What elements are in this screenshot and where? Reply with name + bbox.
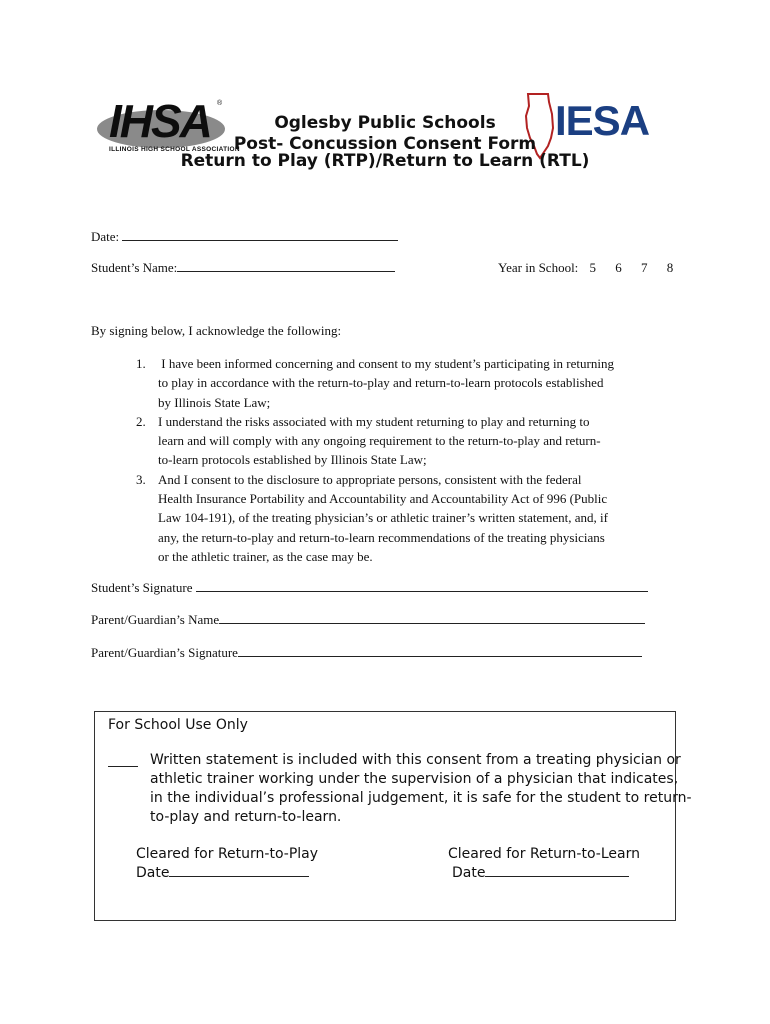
item-line: to play in accordance with the return-to-play and return-to-learn protocols established: [158, 375, 604, 391]
year-option-6[interactable]: 6: [615, 260, 622, 275]
date-label: Date:: [91, 229, 120, 244]
item-line: to-learn protocols established by Illinois State Law;: [158, 452, 427, 468]
acknowledge-intro: By signing below, I acknowledge the following:: [91, 323, 342, 338]
item-number: 2.: [136, 413, 146, 429]
acknowledgement-list: [136, 354, 696, 566]
year-in-school-field: [498, 260, 673, 276]
parent-name-label: Parent/Guardian’s Name: [91, 612, 220, 627]
cleared-rtp-date-blank-line[interactable]: [169, 865, 309, 877]
statement-line: in the individual’s professional judgement, it is safe for the student to return-: [150, 790, 692, 806]
item-line: learn and will comply with any ongoing requirement to the return-to-play and return-: [158, 433, 601, 449]
school-name-title: Oglesby Public Schools: [274, 113, 496, 133]
item-line: or the athletic trainer, as the case may be.: [158, 548, 373, 564]
item-number: 3.: [136, 471, 146, 487]
student-signature-label: Student’s Signature: [91, 580, 193, 595]
item-line: And I consent to the disclosure to appropriate persons, consistent with the federal: [158, 471, 582, 487]
cleared-rtl-date-blank-line[interactable]: [485, 865, 629, 877]
item-line: I have been informed concerning and consent to my student’s participating in returning: [158, 356, 614, 371]
student-signature-blank-line[interactable]: [196, 580, 648, 592]
school-use-heading: For School Use Only: [108, 717, 248, 733]
year-option-5[interactable]: 5: [589, 260, 597, 275]
statement-line: to-play and return-to-learn.: [150, 809, 342, 825]
item-line: I understand the risks associated with my student returning to play and returning to: [158, 413, 590, 429]
cleared-rtp-date-label: Date: [136, 865, 170, 881]
acknowledgement-item: [136, 412, 696, 470]
iesa-logo-wordmark: IESA: [555, 97, 650, 144]
ihsa-logo-wordmark: IHSA: [109, 95, 211, 147]
date-blank-line[interactable]: [122, 229, 398, 241]
cleared-rtl-date-field: [452, 865, 629, 881]
written-statement-text: [150, 751, 692, 827]
student-name-blank-line[interactable]: [177, 260, 395, 272]
statement-line: Written statement is included with this consent from a treating physician or: [150, 752, 681, 768]
date-field: [91, 229, 398, 245]
cleared-rtp-label: Cleared for Return-to-Play: [136, 846, 319, 862]
form-title: Post- Concussion Consent Form: [233, 134, 537, 154]
item-line: by Illinois State Law;: [158, 394, 271, 410]
acknowledgement-item: [136, 354, 696, 412]
student-signature-field: [91, 580, 648, 596]
year-in-school-label: Year in School:: [498, 260, 579, 275]
item-line: Health Insurance Portability and Accountability and Accountability Act of 996 (Public: [158, 491, 608, 507]
ihsa-logo: [95, 95, 240, 158]
parent-signature-blank-line[interactable]: [238, 645, 642, 657]
parent-name-blank-line[interactable]: [219, 612, 645, 624]
statement-line: athletic trainer working under the supervision of a physician that indicates,: [150, 771, 679, 787]
item-line: any, the return-to-play and return-to-learn recommendations of the treating physicians: [158, 529, 605, 545]
parent-signature-field: [91, 645, 642, 661]
cleared-rtl-date-label: Date: [452, 865, 486, 881]
cleared-rtp-date-field: [136, 865, 309, 881]
item-line: Law 104-191), of the treating physician’s or athletic trainer’s written statement, and, if: [158, 510, 608, 526]
parent-name-field: [91, 612, 645, 628]
ihsa-logo-subtext: ILLINOIS HIGH SCHOOL ASSOCIATION: [109, 146, 240, 153]
acknowledgement-item: [136, 470, 696, 566]
year-option-7[interactable]: 7: [641, 260, 648, 275]
statement-check-blank[interactable]: [108, 766, 138, 767]
item-number: 1.: [136, 356, 146, 371]
cleared-rtl-label: Cleared for Return-to-Learn: [448, 846, 640, 862]
student-name-field: [91, 260, 395, 276]
ihsa-trademark-mark: ®: [217, 100, 223, 107]
form-subtitle: Return to Play (RTP)/Return to Learn (RTL): [180, 151, 590, 171]
parent-signature-label: Parent/Guardian’s Signature: [91, 645, 238, 660]
year-option-8[interactable]: 8: [666, 260, 674, 275]
student-name-label: Student’s Name:: [91, 260, 178, 275]
